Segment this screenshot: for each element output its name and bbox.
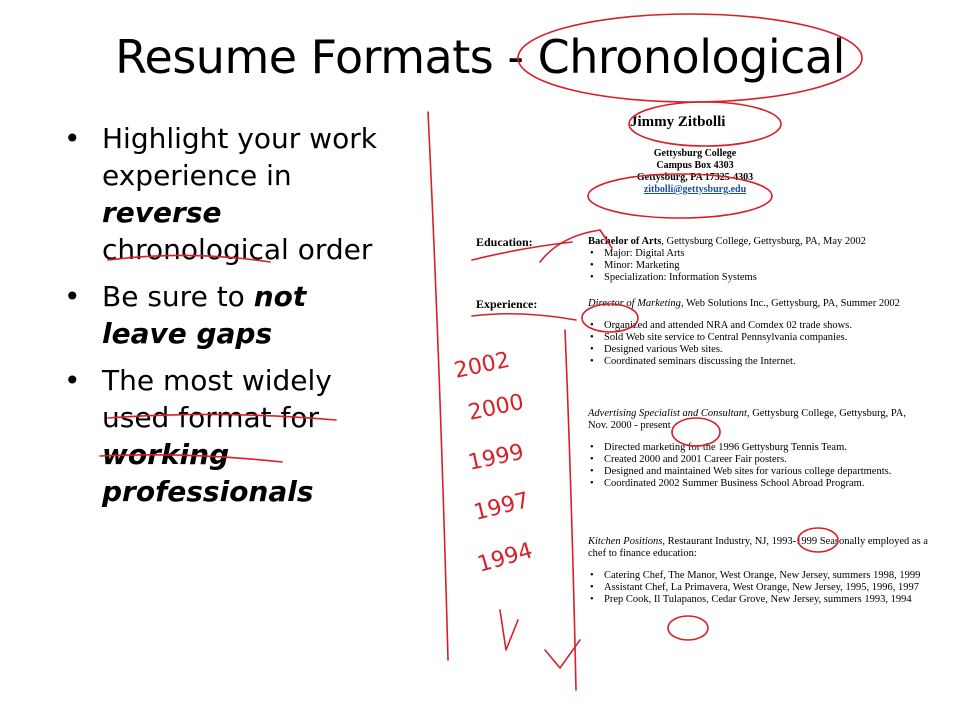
year-note: 1997 bbox=[471, 488, 532, 526]
bullet-text: Highlight your work experience in bbox=[102, 122, 377, 192]
bullet-emphasis: not leave gaps bbox=[102, 280, 307, 350]
bullet-text: chronological order bbox=[102, 233, 373, 266]
job-entry bbox=[588, 298, 928, 368]
job-role: Advertising Specialist and Consultant bbox=[588, 408, 747, 419]
bullet-item bbox=[62, 120, 382, 268]
bullet-item bbox=[62, 362, 382, 510]
contact-line: Gettysburg College bbox=[653, 148, 737, 159]
bullet-emphasis: reverse bbox=[102, 196, 222, 229]
slide-title: Resume Formats - Chronological bbox=[115, 30, 845, 84]
job-duty: • Coordinated 2002 Summer Business School Abroad Program. bbox=[588, 478, 928, 490]
job-role: Kitchen Positions bbox=[588, 536, 663, 547]
bullet-list bbox=[62, 120, 382, 520]
job-duty: • Organized and attended NRA and Comdex 02 trade shows. bbox=[588, 320, 928, 332]
bullet-text: Be sure to bbox=[102, 280, 254, 313]
job-duty: • Assistant Chef, La Primavera, West Orange, New Jersey, 1995, 1996, 1997 bbox=[588, 582, 928, 594]
education-section bbox=[588, 236, 928, 284]
education-heading: Education: bbox=[476, 235, 533, 249]
job-duty: • Directed marketing for the 1996 Gettysburg Tennis Team. bbox=[588, 442, 928, 454]
job-detail: , Web Solutions Inc., Gettysburg, PA, Summer 2002 bbox=[680, 298, 900, 309]
year-note: 1994 bbox=[474, 538, 536, 578]
year-note: 2000 bbox=[466, 389, 527, 426]
education-item: • Specialization: Information Systems bbox=[588, 272, 928, 284]
job-duty: • Coordinated seminars discussing the Internet. bbox=[588, 356, 928, 368]
timeline-line-annotation bbox=[428, 112, 448, 660]
job-detail: , Restaurant Industry, NJ, 1993-1999 Seasonally employed as a chef to finance education: bbox=[588, 536, 928, 559]
job-duty: • Catering Chef, The Manor, West Orange, New Jersey, summers 1998, 1999 bbox=[588, 570, 928, 582]
year-note: 2002 bbox=[452, 347, 513, 384]
job-role: Director of Marketing bbox=[588, 298, 681, 309]
resume-name: Jimmy Zitbolli bbox=[630, 114, 726, 130]
experience-heading: Experience: bbox=[476, 297, 538, 311]
job-entry bbox=[588, 408, 928, 490]
job-duty: • Created 2000 and 2001 Career Fair posters. bbox=[588, 454, 928, 466]
contact-line: Gettysburg, PA 17325-4303 bbox=[636, 172, 754, 183]
bullet-text: The most widely used format for bbox=[102, 364, 332, 434]
job-duty: • Designed various Web sites. bbox=[588, 344, 928, 356]
year-note: 1999 bbox=[466, 439, 527, 476]
contact-line: Campus Box 4303 bbox=[656, 160, 734, 171]
degree-detail: , Gettysburg College, Gettysburg, PA, May 2002 bbox=[661, 236, 866, 247]
job-duty: • Sold Web site service to Central Pennsylvania companies. bbox=[588, 332, 928, 344]
job-entry bbox=[588, 536, 928, 606]
resume-contact bbox=[610, 148, 780, 196]
resume-sample bbox=[470, 108, 940, 668]
education-item: • Major: Digital Arts bbox=[588, 248, 928, 260]
job-duty: • Designed and maintained Web sites for various college departments. bbox=[588, 466, 928, 478]
resume-email-link[interactable]: zitbolli@gettysburg.edu bbox=[643, 184, 747, 195]
education-item: • Minor: Marketing bbox=[588, 260, 928, 272]
degree-title: Bachelor of Arts bbox=[588, 236, 662, 247]
bullet-emphasis: working professionals bbox=[102, 438, 314, 508]
job-detail: , Gettysburg College, Gettysburg, PA, Nov. 2000 - present bbox=[588, 408, 907, 431]
bullet-item bbox=[62, 278, 382, 352]
job-duty: • Prep Cook, Il Tulapanos, Cedar Grove, New Jersey, summers 1993, 1994 bbox=[588, 594, 928, 606]
